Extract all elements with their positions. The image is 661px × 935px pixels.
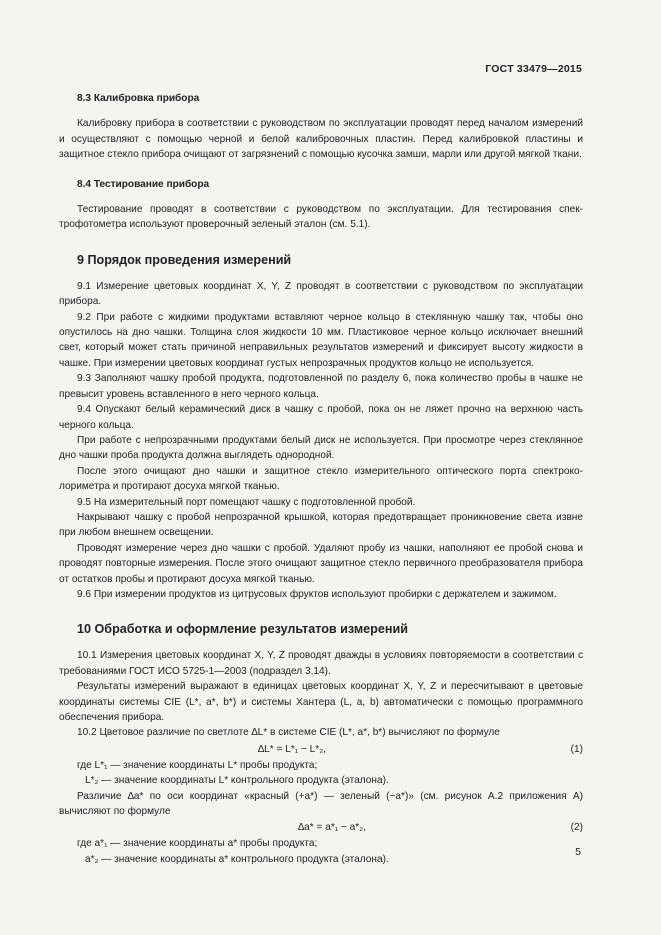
where-2b: a*₂ — значение координаты a* контрольного продукта (эталона). <box>85 853 389 865</box>
para-8-4: Тестирование проводят в соответствии с руководством по эксплуатации. Для тестирования спектрофотометра используют проверочный зеленый эталон (см. 5.1). <box>59 204 583 231</box>
para-10-1b: Результаты измерений выражают в единицах цветовых координат X, Y, Z и пересчитывают в цветовые координаты системы CIE (L*, a*, b*) и системы Хантера (L, a, b) автоматически с помощью программного обеспечения прибора. <box>59 681 583 723</box>
where-2a: где a*₁ — значение координаты a* пробы продукта; <box>77 838 318 850</box>
page-number: 5 <box>575 846 581 858</box>
heading-8-4: 8.4 Тестирование прибора <box>77 178 210 190</box>
heading-10: 10 Обработка и оформление результатов измерений <box>77 622 408 637</box>
formula-2-number: (2) <box>570 822 583 834</box>
formula-1-number: (1) <box>570 743 583 755</box>
formula-1 <box>59 741 583 758</box>
standard-code: ГОСТ 33479—2015 <box>485 63 582 75</box>
formula-2 <box>59 819 583 836</box>
para-10-2: 10.2 Цветовое различие по светлоте ∆L* в системе CIE (L*, a*, b*) вычисляют по формуле <box>77 727 500 739</box>
para-9-5b: Накрывают чашку с пробой непрозрачной крышкой, которая предотвращает проникновение света извне при любом внешнем освещении. <box>59 511 583 539</box>
formula-2-expression: ∆a* = a*₁ − a*₂, <box>298 822 366 834</box>
para-9-6: 9.6 При измерении продуктов из цитрусовых фруктов используют пробирки с держателем и зажимом. <box>77 588 557 600</box>
para-9-3: 9.3 Заполняют чашку пробой продукта, подготовленной по разделу 6, пока количество пробы в чашке не превысит уровень вставленного в него черного кольца. <box>59 373 583 400</box>
para-9-5c: Проводят измерение через дно чашки с пробой. Удаляют пробу из чашки, наполняют ее пробой снова и проводят повторные измерения. После этого очищают защитное стекло первичного преобразователя прибора от остатков пробы и протирают досуха мягкой тканью. <box>59 542 583 585</box>
para-9-2: 9.2 При работе с жидкими продуктами вставляют черное кольцо в стеклянную чашку так, чтобы оно опустилось на дно чашки. Толщина слоя жидкости 10 мм. Пластиковое черное кольцо исключает внешний свет, который может стать причиной неправильных результатов измерений и фиксирует высоту жидкости в чашке. При измерении цветовых координат густых непрозрачных продуктов кольцо не используется. <box>59 311 583 369</box>
para-9-4c: После этого очищают дно чашки и защитное стекло измерительного оптического порта спектроколориметра и протирают досуха мягкой тканью. <box>59 465 583 493</box>
para-10-1: 10.1 Измерения цветовых координат X, Y, Z проводят дважды в условиях повторяемости в соответствии с требованиями ГОСТ ИСО 5725-1—2003 (подраздел 3.14). <box>59 650 583 677</box>
para-9-5: 9.5 На измерительный порт помещают чашку с подготовленной пробой. <box>77 496 416 508</box>
heading-8-3: 8.3 Калибровка прибора <box>77 93 200 104</box>
where-1b: L*₂ — значение координаты L* контрольного продукта (эталона). <box>85 775 389 787</box>
para-diff-a: Различие ∆a* по оси координат «красный (+a*) — зеленый (−a*)» (см. рисунок А.2 приложения А) вычисляют по формуле <box>59 790 583 818</box>
para-9-4: 9.4 Опускают белый керамический диск в чашку с пробой, пока он не ляжет прочно на верхнюю часть черного кольца. <box>59 404 583 431</box>
where-1a: где L*₁ — значение координаты L* пробы продукта; <box>77 759 318 771</box>
para-8-3: Калибровку прибора в соответствии с руководством по эксплуатации проводят перед началом измерений и осуществляют с помощью черной и белой калибровочных пластин. Перед калибровкой пластины и защитное стекло прибора очищают от загрязнений с помощью кусочка замши, марли или другой мягкой ткани. <box>59 118 583 161</box>
formula-1-expression: ∆L* = L*₁ − L*₂, <box>258 743 326 755</box>
para-9-4b: При работе с непрозрачными продуктами белый диск не используется. При просмотре через стеклянное дно чашки проба продукта должна выглядеть однородной. <box>59 434 583 462</box>
heading-9: 9 Порядок проведения измерений <box>77 252 292 267</box>
para-9-1: 9.1 Измерение цветовых координат X, Y, Z проводят в соответствии с руководством по эксплуатации прибора. <box>59 280 583 308</box>
page-body <box>59 91 583 867</box>
